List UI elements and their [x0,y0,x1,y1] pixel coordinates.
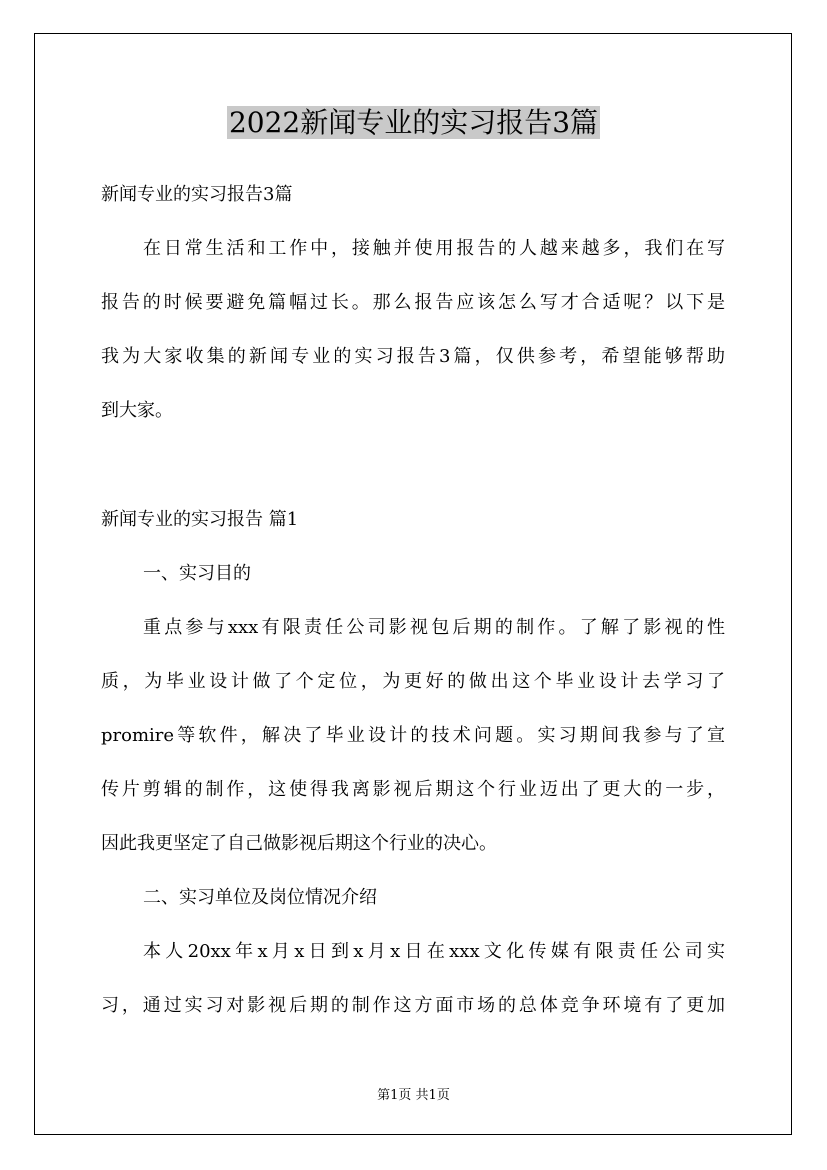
intro-line-4: 到大家。 [101,400,173,421]
heading-purpose: 一、实习目的 [143,563,251,584]
document-title [0,102,827,144]
para1-line-2: 质，为毕业设计做了个定位，为更好的做出这个毕业设计去学习了 [101,671,725,692]
para1-line-5: 因此我更坚定了自己做影视后期这个行业的决心。 [101,833,497,854]
para1-line-4: 传片剪辑的制作，这使得我离影视后期这个行业迈出了更大的一步， [101,779,725,800]
section1-heading: 新闻专业的实习报告 篇1 [101,509,299,530]
para2-line-1: 本人20xx年x月x日到x月x日在xxx文化传媒有限责任公司实 [143,941,725,962]
para2-line-2: 习，通过实习对影视后期的制作这方面市场的总体竞争环境有了更加 [101,995,725,1016]
document-subtitle: 新闻专业的实习报告3篇 [101,184,293,205]
intro-line-3: 我为大家收集的新闻专业的实习报告3篇，仅供参考，希望能够帮助 [101,346,725,367]
para1-line-1: 重点参与xxx有限责任公司影视包后期的制作。了解了影视的性 [143,617,725,638]
intro-line-1: 在日常生活和工作中，接触并使用报告的人越来越多，我们在写 [143,238,725,259]
para1-line-3: promire等软件，解决了毕业设计的技术问题。实习期间我参与了宣 [101,725,725,746]
page-footer: 第1页 共1页 [377,1088,450,1103]
document-title-text: 2022新闻专业的实习报告3篇 [228,106,599,139]
heading-unit-intro: 二、实习单位及岗位情况介绍 [143,887,377,908]
intro-line-2: 报告的时候要避免篇幅过长。那么报告应该怎么写才合适呢？以下是 [101,292,725,313]
